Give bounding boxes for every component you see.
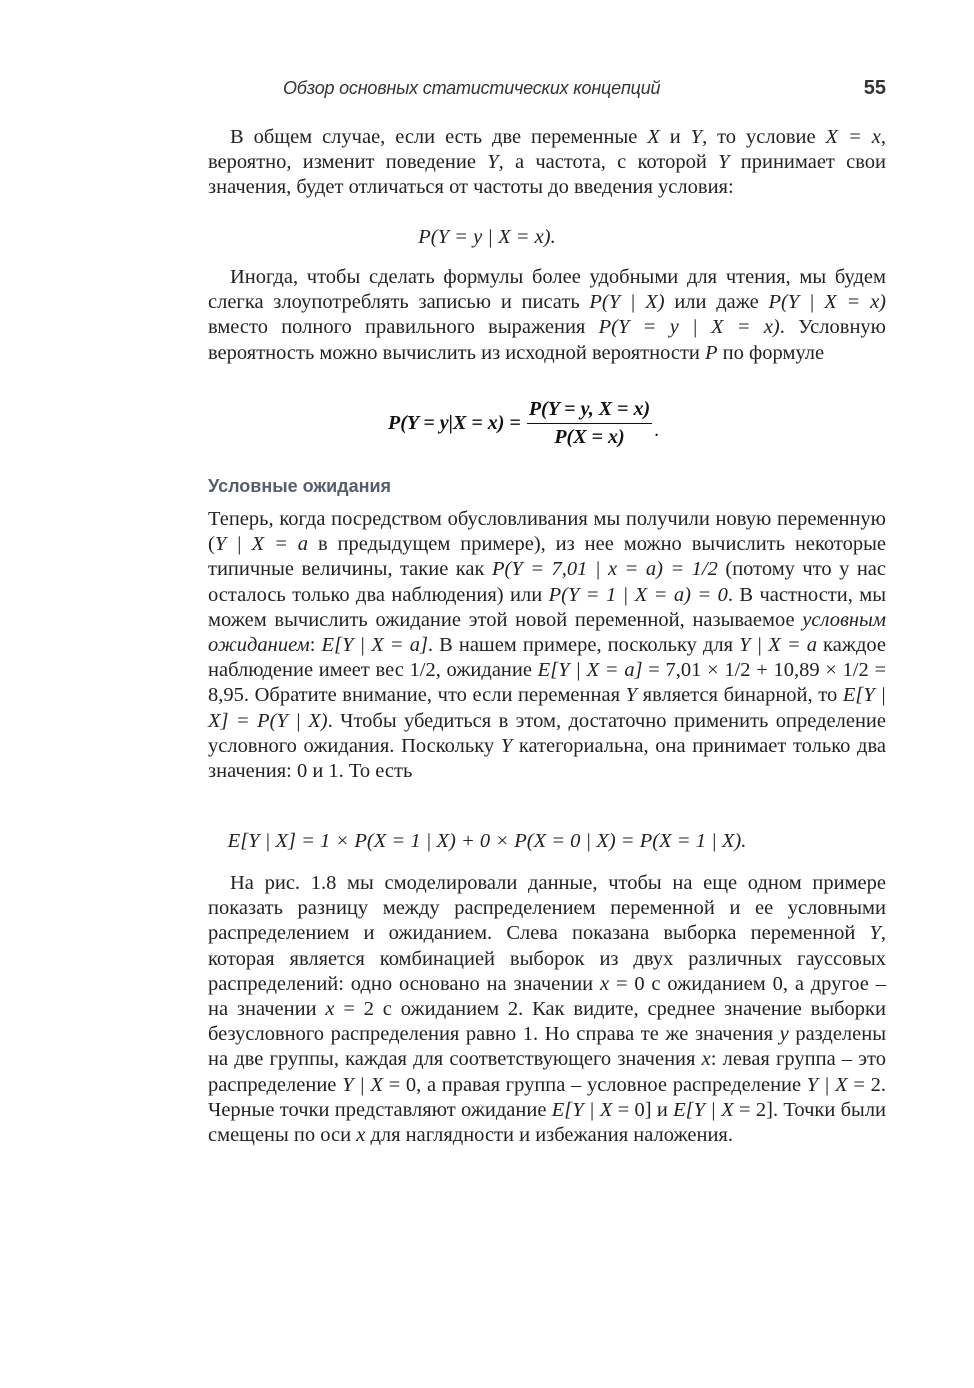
formula-binary-expectation: E[Y | X] = 1 × P(X = 1 | X) + 0 × P(X = 0 | X) = P(X = 1 | X). bbox=[227, 830, 747, 852]
paragraph-1: В общем случае, если есть две переменные X и Y, то условие X = x, вероятно, изменит поведение Y, а частота, с которой Y принимает свои значения, будет отличаться от частоты до введения условия: bbox=[208, 126, 886, 199]
section-heading: Условные ожидания bbox=[208, 476, 392, 496]
formula-conditional-probability: P(Y = y | X = x). bbox=[418, 226, 556, 248]
running-title: Обзор основных статистических концепций bbox=[283, 78, 661, 98]
formula-bayes-conditional: P(Y = y|X = x) = $\frac{P(Y = y, X = x)}{P(X = x)}$ . bbox=[388, 398, 660, 448]
paragraph-2: Иногда, чтобы сделать формулы более удобными для чтения, мы будем слегка злоупотреблять записью и писать P(Y | X) или даже P(Y | X = x) вместо полного правильного выражения P(Y = y | X = x). Условную вероятность можно вычислить из исходной вероятности P по формуле bbox=[208, 266, 887, 364]
paragraph-3: Теперь, когда посредством обусловливания мы получили новую переменную (Y | X = a в предыдущем примере), из нее можно вычислить некоторые типичные величины, такие как P(Y = 7,01 | x = a) = 1/2 (потому что у нас осталось только два наблюдения) или P(Y = 1 | X = a) = 0. В частности, мы можем вычислить ожидание этой новой переменной, называемое условным ожиданием: E[Y | X = a]. В нашем примере, поскольку для Y | X = a каждое наблюдение имеет вес 1/2, ожидание E[Y | X = a] = 7,01 × 1/2 + 10,89 × 1/2 = 8,95. Обратите внимание, что если переменная Y является бинарной, то E[Y | X] = P(Y | X). Чтобы убедиться в этом, достаточно применить определение условного ожидания. Поскольку Y категориальна, она принимает только два значения: 0 и 1. То есть bbox=[208, 508, 887, 783]
page-number: 55 bbox=[863, 77, 886, 99]
fraction: $\frac{P(Y = y, X = x)}{P(X = x)}$ bbox=[528, 398, 651, 448]
paragraph-4: На рис. 1.8 мы смоделировали данные, чтобы на еще одном примере показать разницу между распределением переменной и ее условными распределением и ожиданием. Слева показана выборка переменной Y, которая является комбинацией выборок из двух различных гауссовых распределений: одно основано на значении x = 0 с ожиданием 0, а другое – на значении x = 2 с ожиданием 2. Как видите, среднее значение выборки безусловного распределения равно 1. Но справа те же значения y разделены на две группы, каждая для соответствующего значения x: левая группа – это распределение Y | X = 0, а правая группа – условное распределение Y | X = 2. Черные точки представляют ожидание E[Y | X = 0] и E[Y | X = 2]. Точки были смещены по оси x для наглядности и избежания наложения. bbox=[208, 872, 887, 1147]
